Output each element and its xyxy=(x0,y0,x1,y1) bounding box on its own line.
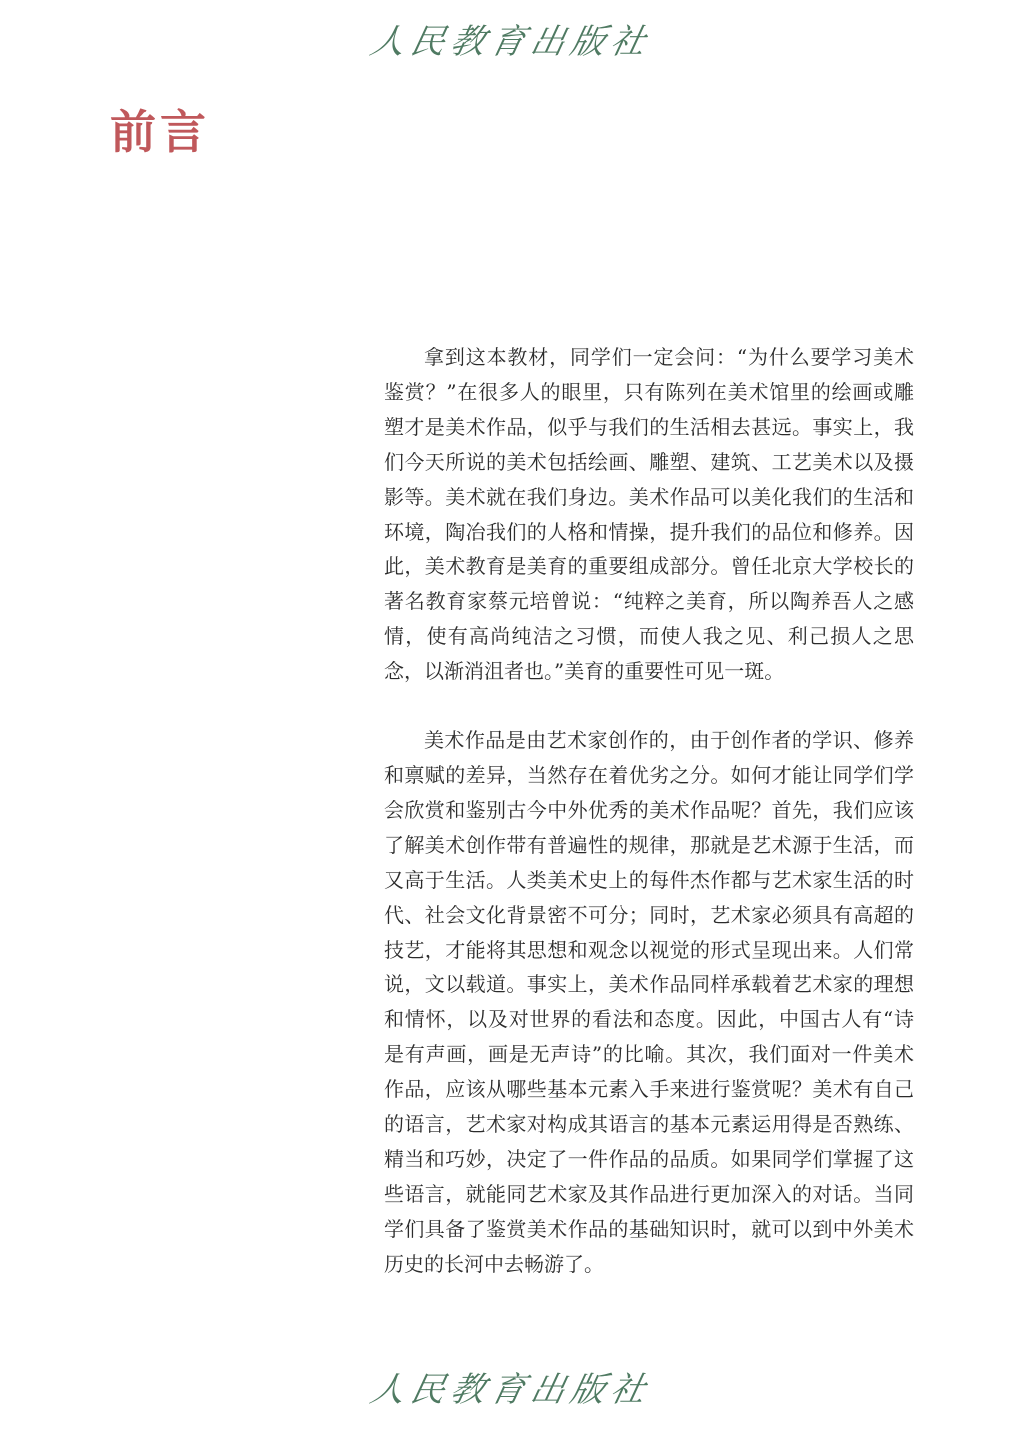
preface-paragraph: 拿到这本教材，同学们一定会问：“为什么要学习美术鉴赏？”在很多人的眼里，只有陈列在美术馆里的绘画或雕塑才是美术作品，似乎与我们的生活相去甚远。事实上，我们今天所说的美术包括绘画、雕塑、建筑、工艺美术以及摄影等。美术就在我们身边。美术作品可以美化我们的生活和环境，陶冶我们的人格和情操，提升我们的品位和修养。因此，美术教育是美育的重要组成部分。曾任北京大学校长的著名教育家蔡元培曾说：“纯粹之美育，所以陶养吾人之感情，使有高尚纯洁之习惯，而使人我之见、利己损人之思念，以渐消沮者也。”美育的重要性可见一斑。 xyxy=(384,345,914,684)
publisher-watermark-bottom xyxy=(0,1370,1022,1410)
preface-paragraph: 美术作品是由艺术家创作的，由于创作者的学识、修养和禀赋的差异，当然存在着优劣之分。如何才能让同学们学会欣赏和鉴别古今中外优秀的美术作品呢？首先，我们应该了解美术创作带有普遍性的规律，那就是艺术源于生活，而又高于生活。人类美术史上的每件杰作都与艺术家生活的时代、社会文化背景密不可分；同时，艺术家必须具有高超的技艺，才能将其思想和观念以视觉的形式呈现出来。人们常说，文以载道。事实上，美术作品同样承载着艺术家的理想和情怀，以及对世界的看法和态度。因此，中国古人有“诗是有声画，画是无声诗”的比喻。其次，我们面对一件美术作品，应该从哪些基本元素入手来进行鉴赏呢？美术有自己的语言，艺术家对构成其语言的基本元素运用得是否熟练、精当和巧妙，决定了一件作品的品质。如果同学们掌握了这些语言，就能同艺术家及其作品进行更加深入的对话。当同学们具备了鉴赏美术作品的基础知识时，就可以到中外美术历史的长河中去畅游了。 xyxy=(384,728,914,1276)
publisher-watermark-text: 人民教育出版社 xyxy=(366,1370,656,1410)
publisher-watermark-top xyxy=(0,22,1022,62)
preface-body xyxy=(384,340,914,1282)
publisher-watermark-text: 人民教育出版社 xyxy=(366,22,656,62)
page-title: 前言 xyxy=(110,105,210,159)
